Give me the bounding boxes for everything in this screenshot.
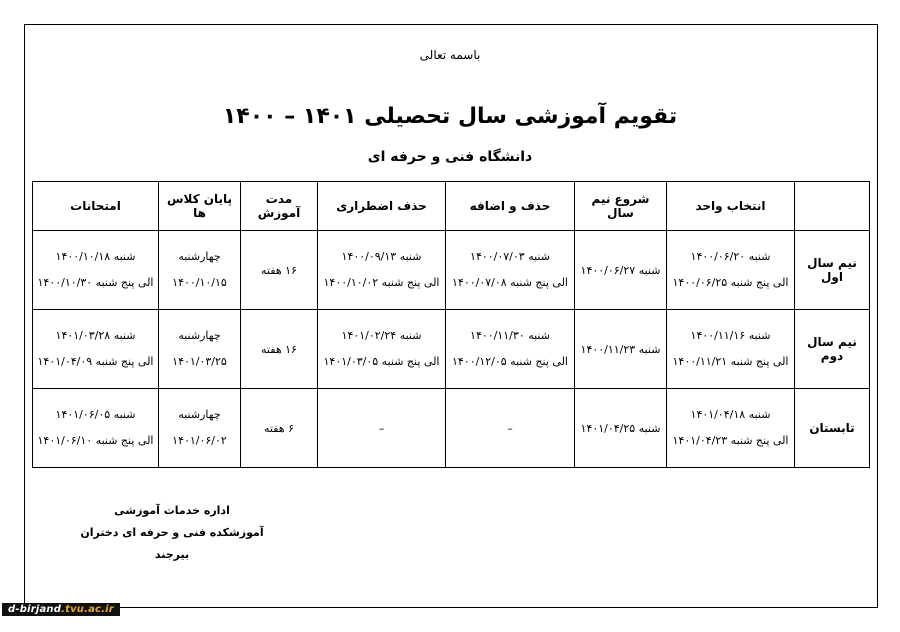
cell-line: چهارشنبه [178, 250, 221, 263]
add-drop-cell [446, 231, 575, 310]
signature-block [62, 500, 282, 566]
classes-end-cell [159, 231, 241, 310]
table-row [33, 389, 870, 468]
course-selection-cell [667, 310, 795, 389]
cell-line: چهارشنبه [178, 329, 221, 342]
cell-line: شنبه ۱۴۰۰/۰۷/۰۳ [470, 250, 550, 263]
site-watermark [2, 603, 120, 616]
duration-cell: ۶ هفته [241, 389, 318, 468]
cell-line: الی پنج شنبه ۱۴۰۰/۱۲/۰۵ [452, 355, 568, 368]
cell-line: شنبه ۱۴۰۱/۰۲/۲۴ [341, 329, 422, 342]
cell-line: الی پنج شنبه ۱۴۰۱/۰۴/۰۹ [37, 355, 154, 368]
exams-cell [33, 389, 159, 468]
academic-calendar-table [32, 181, 870, 468]
emergency-drop-cell [318, 231, 446, 310]
cell-line: شنبه ۱۴۰۱/۰۶/۰۵ [55, 408, 136, 421]
cell-line: شنبه ۱۴۰۰/۱۱/۱۶ [690, 329, 771, 342]
header-course-selection: انتخاب واحد [667, 182, 795, 231]
header-classes-end: پایان کلاس ها [159, 182, 241, 231]
header-add-drop: حذف و اضافه [446, 182, 575, 231]
table-row [33, 310, 870, 389]
cell-line: الی پنج شنبه ۱۴۰۰/۱۰/۳۰ [37, 276, 154, 289]
add-drop-cell: – [446, 389, 575, 468]
exams-cell [33, 231, 159, 310]
cell-line: ۱۴۰۱/۰۶/۰۲ [172, 434, 227, 447]
cell-line: شنبه ۱۴۰۰/۰۶/۲۰ [690, 250, 771, 263]
cell-line: شنبه ۱۴۰۱/۰۴/۱۸ [690, 408, 771, 421]
watermark-domain: d-birjand [8, 604, 62, 615]
cell-line: چهارشنبه [178, 408, 221, 421]
duration-cell: ۱۶ هفته [241, 310, 318, 389]
page-title: تقویم آموزشی سال تحصیلی ۱۴۰۱ – ۱۴۰۰ [222, 104, 678, 129]
cell-line: شنبه ۱۴۰۰/۱۰/۱۸ [55, 250, 136, 263]
cell-line: ۱۴۰۰/۱۰/۱۵ [172, 276, 227, 289]
header-emergency-drop: حذف اضطراری [318, 182, 446, 231]
watermark-suffix: .tvu.ac.ir [61, 604, 114, 615]
cell-line: الی پنج شنبه ۱۴۰۰/۱۱/۲۱ [672, 355, 789, 368]
classes-end-cell [159, 310, 241, 389]
cell-line: الی پنج شنبه ۱۴۰۱/۰۴/۲۳ [672, 434, 789, 447]
emergency-drop-cell: – [318, 389, 446, 468]
course-selection-cell [667, 231, 795, 310]
classes-end-cell [159, 389, 241, 468]
duration-cell: ۱۶ هفته [241, 231, 318, 310]
header-exams: امتحانات [33, 182, 159, 231]
header-cell-empty [795, 182, 870, 231]
add-drop-cell [446, 310, 575, 389]
semester-start-cell: شنبه ۱۴۰۱/۰۴/۲۵ [575, 389, 667, 468]
bismillah-text: باسمه تعالی [419, 48, 481, 62]
row-label: نیم سال دوم [795, 310, 870, 389]
cell-line: ۱۴۰۱/۰۳/۲۵ [172, 355, 227, 368]
semester-start-cell: شنبه ۱۴۰۰/۰۶/۲۷ [575, 231, 667, 310]
cell-line: شنبه ۱۴۰۱/۰۳/۲۸ [55, 329, 136, 342]
emergency-drop-cell [318, 310, 446, 389]
cell-line: شنبه ۱۴۰۰/۱۱/۳۰ [470, 329, 550, 342]
footer-institution: آموزشکده فنی و حرفه ای دختران بیرجند [80, 526, 264, 561]
row-label: تابستان [795, 389, 870, 468]
exams-cell [33, 310, 159, 389]
cell-line: الی پنج شنبه ۱۴۰۱/۰۳/۰۵ [323, 355, 440, 368]
cell-line: الی پنج شنبه ۱۴۰۰/۰۶/۲۵ [672, 276, 789, 289]
cell-line: شنبه ۱۴۰۰/۰۹/۱۳ [341, 250, 422, 263]
header-duration: مدت آموزش [241, 182, 318, 231]
table-header-row [33, 182, 870, 231]
semester-start-cell: شنبه ۱۴۰۰/۱۱/۲۳ [575, 310, 667, 389]
cell-line: الی پنج شنبه ۱۴۰۰/۱۰/۰۲ [323, 276, 440, 289]
table-row [33, 231, 870, 310]
cell-line: الی پنج شنبه ۱۴۰۱/۰۶/۱۰ [37, 434, 154, 447]
course-selection-cell [667, 389, 795, 468]
footer-department: اداره خدمات آموزشی [114, 504, 230, 517]
row-label: نیم سال اول [795, 231, 870, 310]
header-semester-start: شروع نیم سال [575, 182, 667, 231]
page-subtitle: دانشگاه فنی و حرفه ای [367, 149, 533, 165]
cell-line: الی پنج شنبه ۱۴۰۰/۰۷/۰۸ [452, 276, 568, 289]
